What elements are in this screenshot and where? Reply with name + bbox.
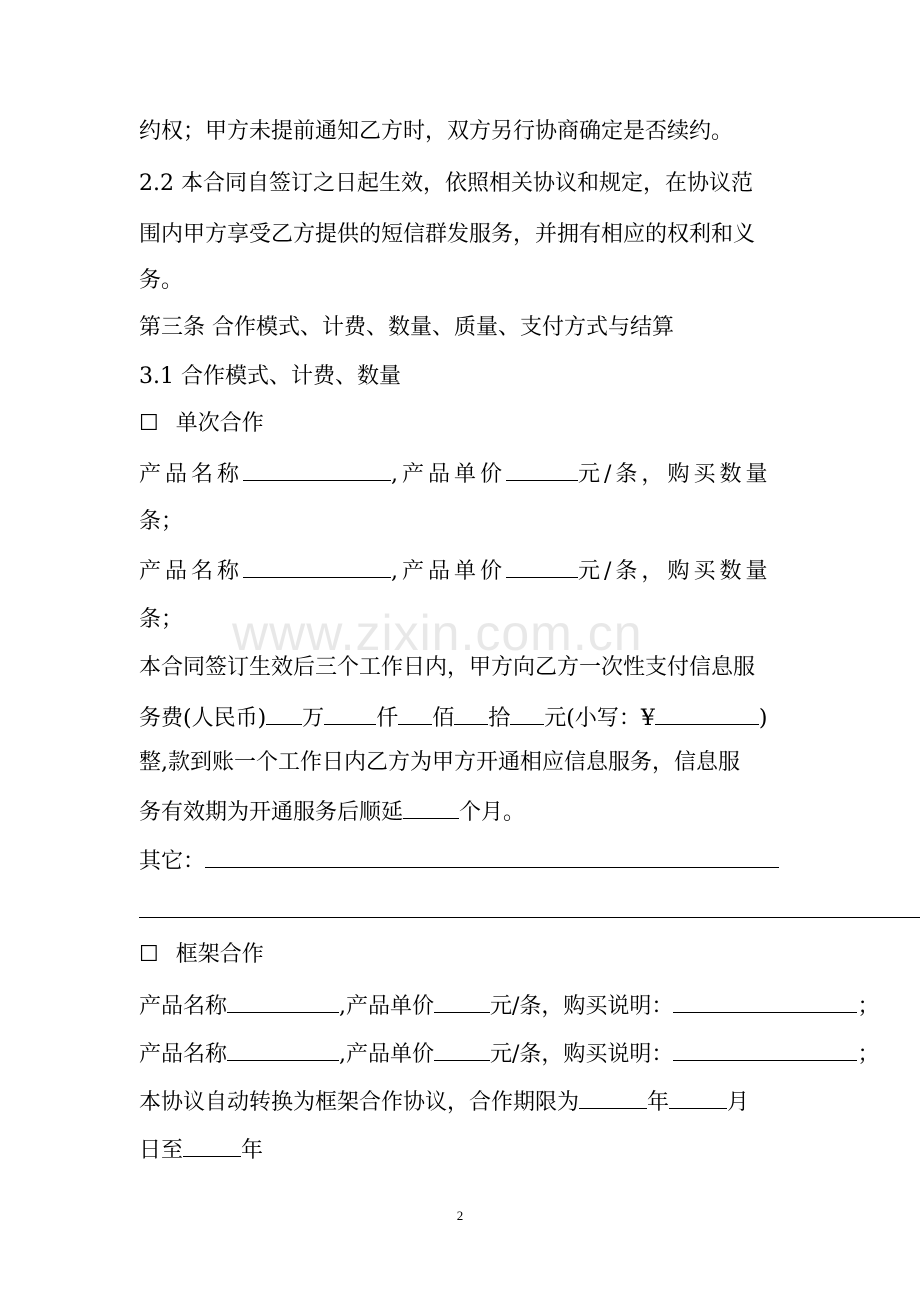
unit-price-label: ,产品单价: [339, 994, 435, 1019]
checkbox-icon[interactable]: ☐: [139, 942, 159, 967]
product-name-label: 产品名称: [139, 1042, 228, 1067]
semicolon: ；: [857, 994, 880, 1019]
purchase-note-label: 元/条，购买说明：: [490, 994, 674, 1019]
validity-line: [139, 796, 525, 826]
page-number: 2: [456, 1208, 464, 1223]
single-cooperation-option: [139, 409, 264, 439]
months-blank[interactable]: [403, 796, 459, 819]
product-row-1: [139, 458, 771, 488]
semicolon: ；: [857, 1042, 880, 1067]
wan-label: 万: [302, 706, 325, 731]
unit-label: 元/条，: [578, 462, 668, 487]
payment-line: [139, 702, 767, 732]
year-label: 年: [647, 1090, 670, 1115]
divider-line: [139, 917, 920, 918]
product-name-label: 产品名称: [139, 462, 244, 487]
month-label: 月: [727, 1090, 750, 1115]
subsection-heading: 3.1 合作模式、计费、数量: [139, 364, 401, 389]
product-name-blank[interactable]: [243, 458, 391, 481]
bai-blank[interactable]: [398, 702, 432, 725]
unit-price-label: ,产品单价: [339, 1042, 435, 1067]
amount-lowercase-blank[interactable]: [655, 702, 759, 725]
qian-label: 仟: [376, 706, 399, 731]
validity-suffix: 个月。: [459, 800, 526, 825]
paragraph-line: 务。: [139, 268, 184, 293]
unit-price-blank[interactable]: [434, 1038, 490, 1061]
unit-price-blank[interactable]: [506, 555, 578, 578]
shi-blank[interactable]: [454, 702, 488, 725]
watermark: www.zixin.com.cn: [232, 605, 643, 661]
paragraph-line: 2.2 本合同自签订之日起生效，依照相关协议和规定，在协议范: [139, 171, 753, 196]
product-name-blank[interactable]: [227, 1038, 339, 1061]
qian-blank[interactable]: [324, 702, 376, 725]
year-blank[interactable]: [579, 1086, 647, 1109]
option-label: 单次合作: [175, 411, 264, 436]
wan-blank[interactable]: [266, 702, 302, 725]
paragraph-line: 围内甲方享受乙方提供的短信群发服务，并拥有相应的权利和义: [139, 222, 756, 247]
month-blank[interactable]: [669, 1086, 727, 1109]
paragraph-line: 本合同签订生效后三个工作日内，甲方向乙方一次性支付信息服: [139, 655, 756, 680]
product-name-label: 产品名称: [139, 559, 244, 584]
buy-quantity-label: 购买数量: [667, 462, 772, 487]
unit-price-label: ,产品单价: [391, 462, 507, 487]
yuan-label: 元(小写：¥: [544, 706, 655, 731]
frame-term-line: [139, 1086, 749, 1116]
product-name-label: 产品名称: [139, 994, 228, 1019]
product-name-blank[interactable]: [227, 990, 339, 1013]
unit-price-blank[interactable]: [434, 990, 490, 1013]
product-row-2: [139, 555, 771, 585]
buy-quantity-label: 购买数量: [667, 559, 772, 584]
checkbox-icon[interactable]: ☐: [139, 411, 159, 436]
other-line: [139, 845, 779, 875]
unit-price-blank[interactable]: [506, 458, 578, 481]
section-heading: 第三条 合作模式、计费、数量、质量、支付方式与结算: [139, 315, 674, 340]
paragraph-line: 约权；甲方未提前通知乙方时，双方另行协商确定是否续约。: [139, 119, 734, 144]
purchase-note-label: 元/条，购买说明：: [490, 1042, 674, 1067]
frame-product-row-1: [139, 990, 879, 1020]
year-blank[interactable]: [183, 1134, 241, 1157]
validity-prefix: 务有效期为开通服务后顺延: [139, 800, 404, 825]
yuan-blank[interactable]: [510, 702, 544, 725]
paragraph-line: 条；: [139, 509, 184, 534]
close-paren: ): [758, 706, 768, 731]
frame-product-row-2: [139, 1038, 879, 1068]
purchase-note-blank[interactable]: [673, 1038, 857, 1061]
option-label: 框架合作: [175, 942, 264, 967]
paragraph-line: 整,款到账一个工作日内乙方为甲方开通相应信息服务，信息服: [139, 750, 740, 775]
unit-price-label: ,产品单价: [391, 559, 507, 584]
unit-label: 元/条，: [578, 559, 668, 584]
shi-label: 拾: [488, 706, 511, 731]
paragraph-line: 条；: [139, 607, 184, 632]
payment-prefix: 务费(人民币): [139, 706, 267, 731]
other-label: 其它：: [139, 849, 206, 874]
term-text: 日至: [139, 1138, 184, 1163]
bai-label: 佰: [432, 706, 455, 731]
other-blank[interactable]: [205, 845, 779, 868]
frame-cooperation-option: [139, 940, 264, 970]
product-name-blank[interactable]: [243, 555, 391, 578]
frame-term-line-2: [139, 1134, 263, 1164]
term-text: 本协议自动转换为框架合作协议，合作期限为: [139, 1090, 580, 1115]
purchase-note-blank[interactable]: [673, 990, 857, 1013]
year-label: 年: [241, 1138, 264, 1163]
